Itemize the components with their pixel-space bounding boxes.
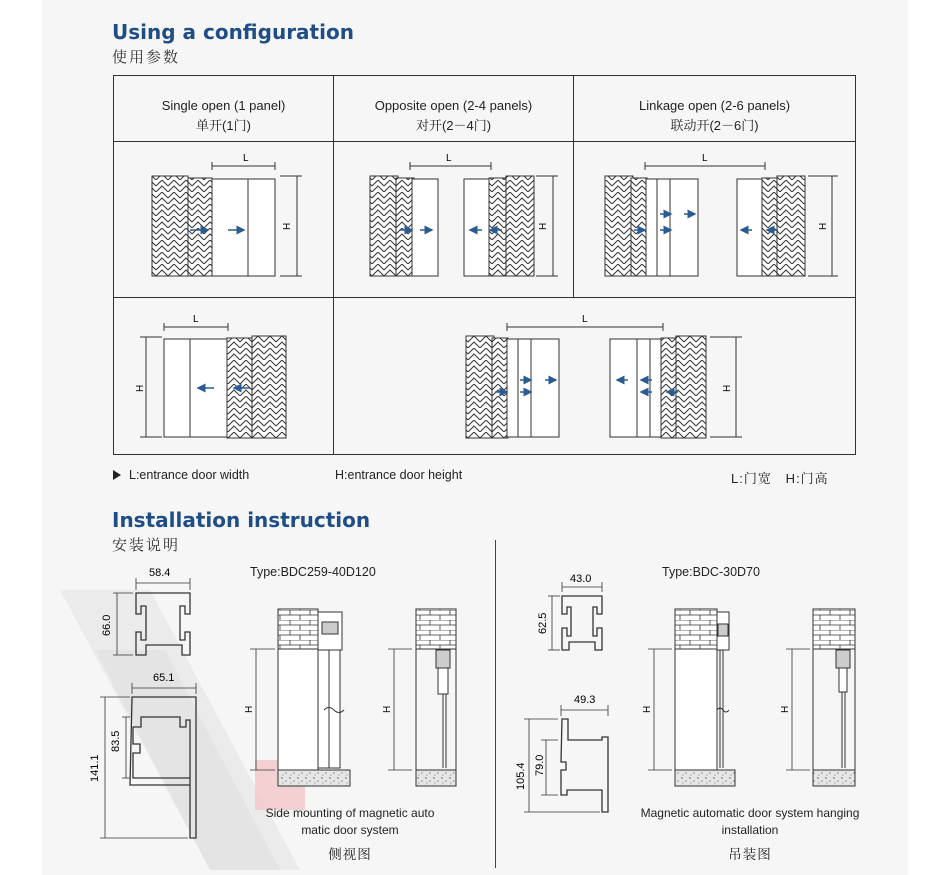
config-title: Using a configuration — [112, 20, 354, 44]
left-profile-bottom — [100, 683, 196, 838]
left-dim-w1: 58.4 — [149, 567, 171, 579]
col-single-label: Single open (1 panel) — [161, 98, 286, 113]
left-section-b — [388, 609, 456, 786]
install-title: Installation instruction — [112, 508, 371, 532]
dim-h-label: H — [818, 222, 829, 230]
legend-h: H:entrance door height — [335, 468, 463, 482]
left-dim-h3: 141.1 — [89, 754, 101, 782]
right-section-a — [648, 609, 735, 786]
left-caption-cn: 侧视图 — [328, 847, 372, 862]
left-dim-h-b: H — [382, 705, 393, 713]
dim-l-label: L — [193, 314, 199, 325]
left-dim-h-a: H — [244, 705, 255, 713]
legend-l: L:entrance door width — [129, 468, 250, 482]
right-dim-h3: 105.4 — [515, 762, 527, 790]
col-linkage-label-cn: 联动开(2－6门) — [670, 118, 759, 133]
dim-l-label: L — [702, 153, 708, 164]
dim-h-label: H — [722, 384, 733, 392]
right-dim-h-b: H — [780, 705, 791, 713]
dim-h-label: H — [538, 222, 549, 230]
left-dim-w2: 65.1 — [153, 672, 175, 684]
left-profile-top — [113, 578, 190, 655]
right-caption: Magnetic automatic door system hanging installation — [640, 806, 860, 837]
right-type-label: Type:BDC-30D70 — [662, 565, 760, 579]
left-dim-h2: 83.5 — [110, 730, 122, 752]
dim-h-label: H — [135, 384, 146, 392]
right-dim-h1: 62.5 — [537, 612, 549, 634]
dim-l-label: L — [243, 153, 249, 164]
col-opposite-label: Opposite open (2-4 panels) — [374, 98, 533, 113]
config-title-cn: 使用参数 — [112, 48, 181, 66]
right-dim-h-a: H — [642, 705, 653, 713]
dim-l-label: L — [446, 153, 452, 164]
right-profile-top — [548, 582, 602, 650]
right-section-b — [786, 609, 855, 786]
dim-h-label: H — [282, 222, 293, 230]
left-dim-h1: 66.0 — [101, 614, 113, 636]
install-title-cn: 安装说明 — [112, 536, 181, 554]
right-dim-h2: 79.0 — [534, 754, 546, 776]
col-single-label-cn: 单开(1门) — [196, 118, 251, 133]
left-section-a — [250, 609, 350, 786]
left-caption: Side mounting of magnetic auto matic door system — [265, 806, 435, 837]
dim-l-label: L — [582, 314, 588, 325]
left-type-label: Type:BDC259-40D120 — [250, 565, 376, 579]
legend-cn: L:门宽 H:门高 — [731, 471, 829, 486]
right-caption-cn: 吊装图 — [728, 847, 772, 862]
right-dim-w2: 49.3 — [574, 694, 596, 706]
right-dim-w1: 43.0 — [570, 573, 592, 585]
col-opposite-label-cn: 对开(2－4门) — [415, 118, 492, 133]
col-linkage-label: Linkage open (2-6 panels) — [638, 98, 791, 113]
